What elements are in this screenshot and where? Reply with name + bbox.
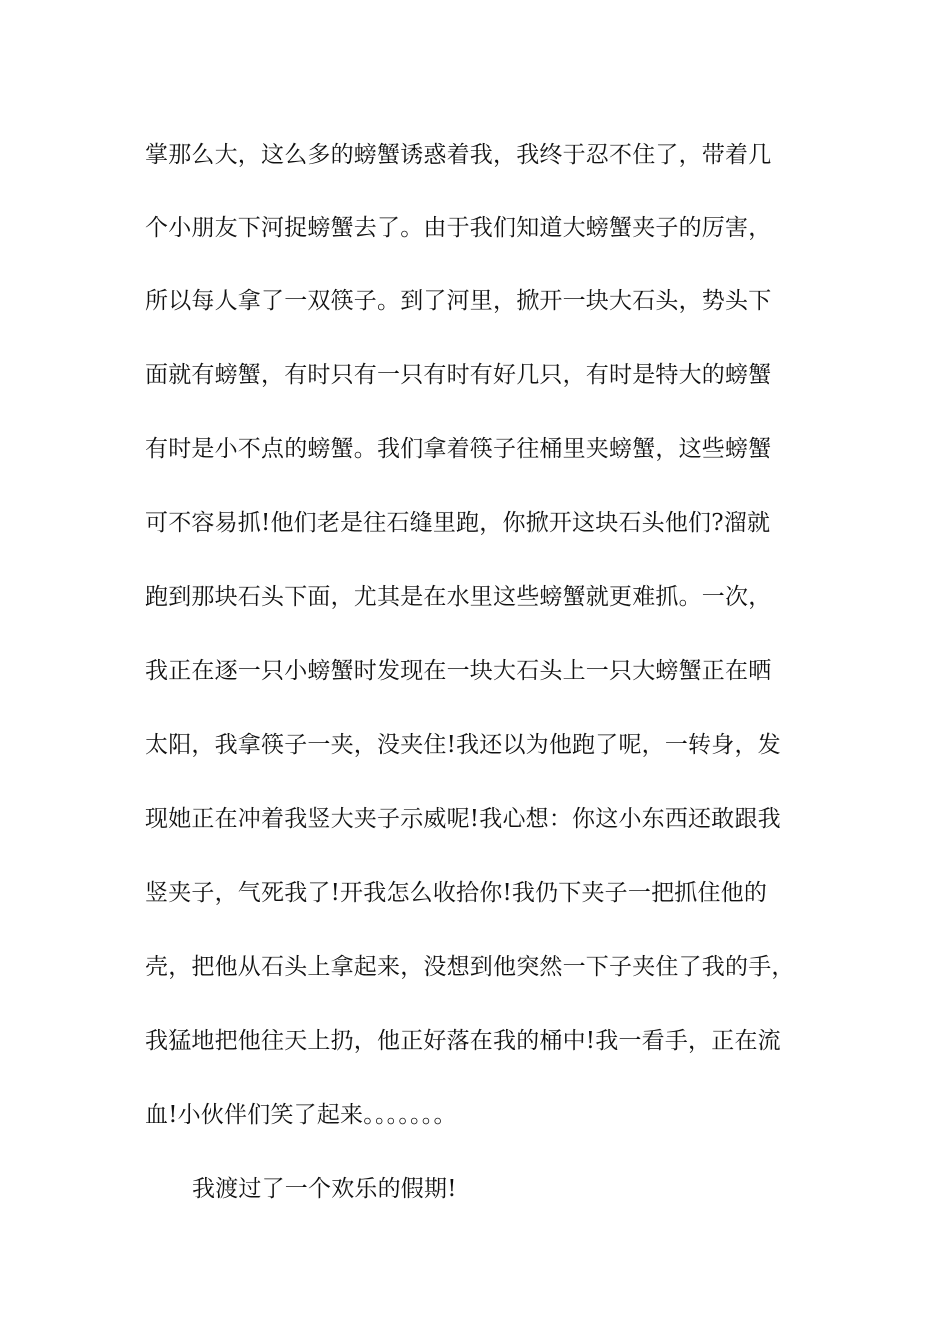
paragraph-line: 所以每人拿了一双筷子。到了河里，掀开一块大石头，势头下 <box>145 288 772 314</box>
paragraph-line: 现她正在冲着我竖大夹子示威呢!我心想：你这小东西还敢跟我 <box>145 806 781 832</box>
paragraph-line: 掌那么大，这么多的螃蟹诱惑着我，我终于忍不住了，带着几 <box>145 142 772 168</box>
paragraph-line: 血!小伙伴们笑了起来。。。。。。。 <box>145 1102 457 1128</box>
paragraph-line: 我正在逐一只小螃蟹时发现在一块大石头上一只大螃蟹正在晒 <box>145 658 772 684</box>
closing-paragraph: 我渡过了一个欢乐的假期! <box>192 1176 457 1202</box>
paragraph-line: 面就有螃蟹，有时只有一只有时有好几只，有时是特大的螃蟹 <box>145 362 772 388</box>
paragraph-line: 壳，把他从石头上拿起来，没想到他突然一下子夹住了我的手， <box>145 954 795 980</box>
paragraph-line: 有时是小不点的螃蟹。我们拿着筷子往桶里夹螃蟹，这些螃蟹 <box>145 436 772 462</box>
paragraph-line: 跑到那块石头下面，尤其是在水里这些螃蟹就更难抓。一次， <box>145 584 772 610</box>
paragraph-line: 我猛地把他往天上扔，他正好落在我的桶中!我一看手，正在流 <box>145 1028 781 1054</box>
paragraph-line: 个小朋友下河捉螃蟹去了。由于我们知道大螃蟹夹子的厉害， <box>145 215 772 241</box>
paragraph-line: 太阳，我拿筷子一夹，没夹住!我还以为他跑了呢，一转身，发 <box>145 732 781 758</box>
paragraph-line: 可不容易抓!他们老是往石缝里跑，你掀开这块石头他们?溜就 <box>145 510 771 536</box>
paragraph-line: 竖夹子，气死我了!开我怎么收拾你!我仍下夹子一把抓住他的 <box>145 880 768 906</box>
